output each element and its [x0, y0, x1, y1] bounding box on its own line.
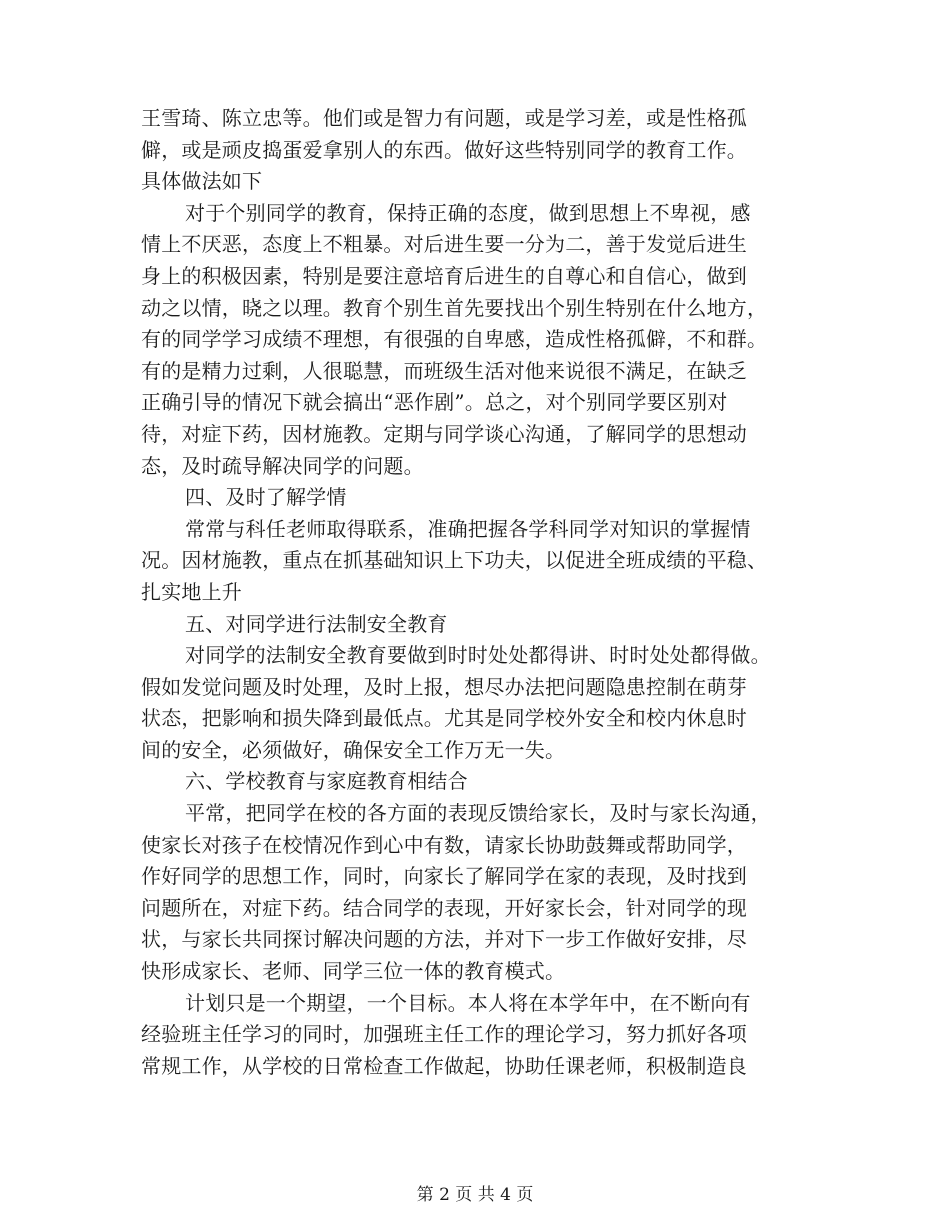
text-line: 身上的积极因素，特别是要注意培育后进生的自尊心和自信心，做到 — [141, 263, 747, 288]
page-number: 第 2 页 共 4 页 — [416, 1185, 534, 1205]
text-line: 状，与家长共同探讨解决问题的方法，并对下一步工作做好安排，尽 — [141, 927, 747, 952]
text-line: 四、及时了解学情 — [185, 485, 347, 510]
text-line: 僻，或是顽皮捣蛋爱拿别人的东西。做好这些特别同学的教育工作。 — [141, 137, 747, 162]
text-line: 动之以情，晓之以理。教育个别生首先要找出个别生特别在什么地方， — [141, 295, 768, 320]
text-line: 间的安全，必须做好，确保安全工作万无一失。 — [141, 737, 566, 762]
text-line: 假如发觉问题及时处理，及时上报，想尽办法把问题隐患控制在萌芽 — [141, 674, 747, 699]
text-line: 对同学的法制安全教育要做到时时处处都得讲、时时处处都得做。 — [185, 643, 771, 668]
text-line: 五、对同学进行法制安全教育 — [185, 611, 448, 636]
text-line: 六、学校教育与家庭教育相结合 — [185, 769, 468, 794]
text-line: 计划只是一个期望，一个目标。本人将在本学年中，在不断向有 — [185, 990, 751, 1015]
text-line: 待，对症下药，因材施教。定期与同学谈心沟通，了解同学的思想动 — [141, 421, 747, 446]
text-line: 使家长对孩子在校情况作到心中有数，请家长协助鼓舞或帮助同学， — [141, 832, 747, 857]
text-line: 扎实地上升 — [141, 579, 242, 604]
text-line: 正确引导的情况下就会搞出“恶作剧”。总之，对个别同学要区别对 — [141, 390, 728, 415]
text-line: 常规工作，从学校的日常检查工作做起，协助任课老师，积极制造良 — [141, 1053, 747, 1078]
text-line: 态，及时疏导解决同学的问题。 — [141, 453, 424, 478]
text-line: 问题所在，对症下药。结合同学的表现，开好家长会，针对同学的现 — [141, 895, 747, 920]
text-line: 情上不厌恶，态度上不粗暴。对后进生要一分为二，善于发觉后进生 — [141, 232, 747, 257]
text-line: 有的是精力过剩，人很聪慧，而班级生活对他来说很不满足，在缺乏 — [141, 358, 747, 383]
text-line: 常常与科任老师取得联系，准确把握各学科同学对知识的掌握情 — [185, 516, 751, 541]
text-line: 平常，把同学在校的各方面的表现反馈给家长，及时与家长沟通， — [185, 801, 771, 826]
text-line: 王雪琦、陈立忠等。他们或是智力有问题，或是学习差，或是性格孤 — [141, 106, 747, 130]
text-line: 具体做法如下 — [141, 169, 263, 194]
document-body — [141, 103, 813, 1082]
text-line: 经验班主任学习的同时，加强班主任工作的理论学习，努力抓好各项 — [141, 1022, 747, 1047]
text-line: 对于个别同学的教育，保持正确的态度，做到思想上不卑视，感 — [185, 200, 751, 225]
text-line: 况。因材施教，重点在抓基础知识上下功夫，以促进全班成绩的平稳、 — [141, 548, 768, 573]
text-line: 作好同学的思想工作，同时，向家长了解同学在家的表现，及时找到 — [141, 864, 747, 889]
text-line: 快形成家长、老师、同学三位一体的教育模式。 — [141, 959, 566, 984]
text-line: 状态，把影响和损失降到最低点。尤其是同学校外安全和校内休息时 — [141, 706, 747, 731]
text-line: 有的同学学习成绩不理想，有很强的自卑感，造成性格孤僻，不和群。 — [141, 327, 768, 352]
